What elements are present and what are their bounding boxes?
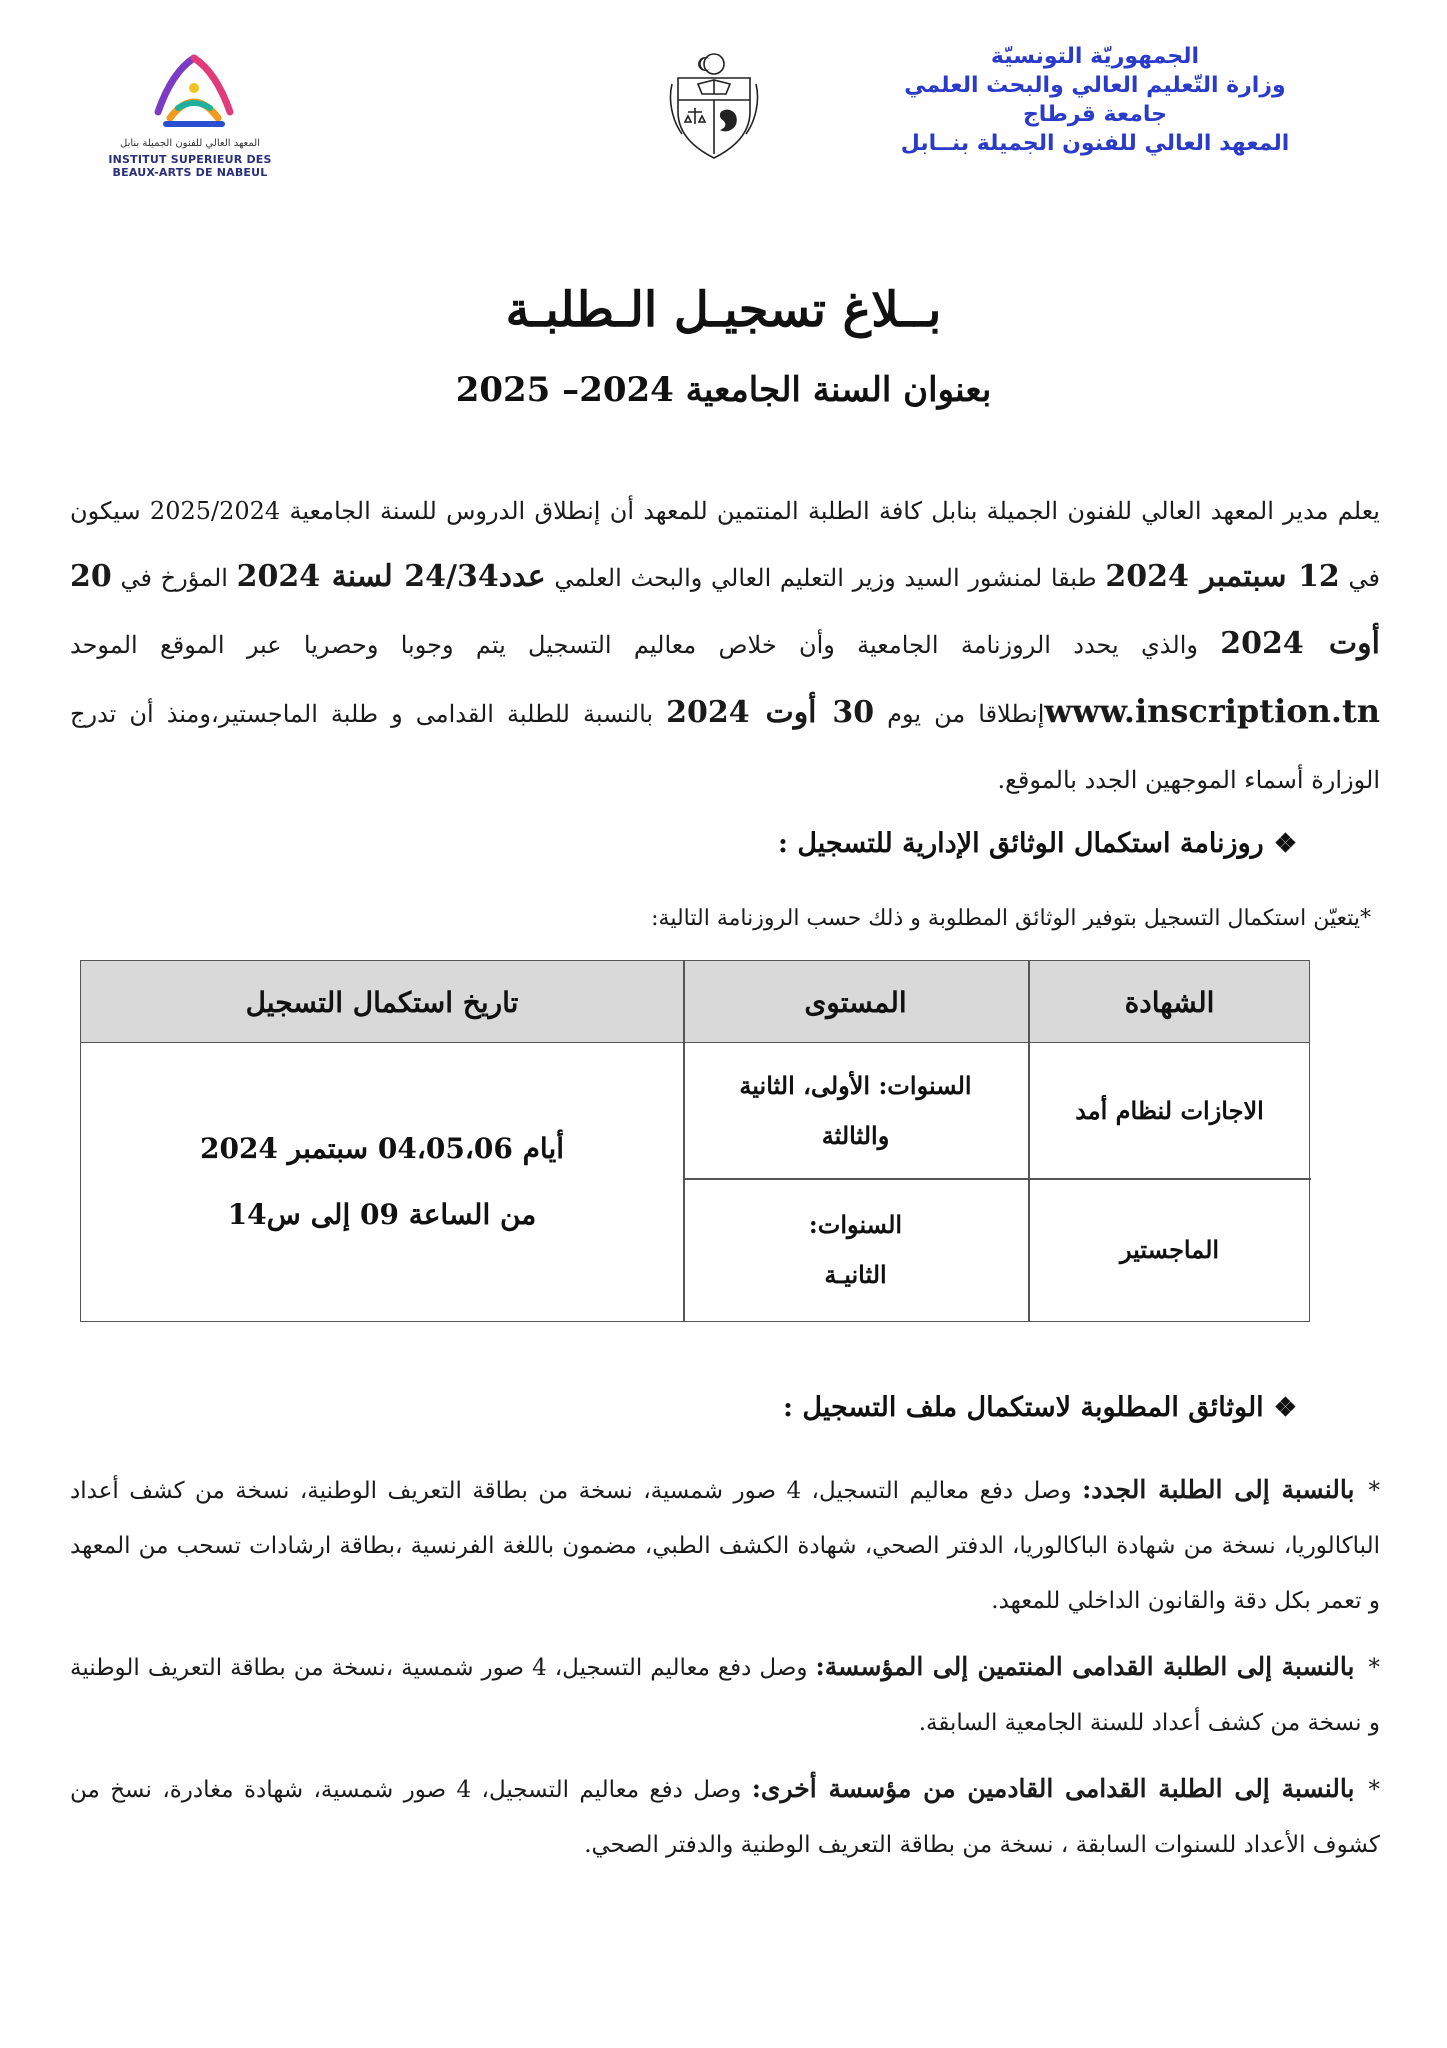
intro-line2-c: طبقا لمنشور السيد وزير التعليم العالي والبحث العلمي <box>545 564 1106 592</box>
intro-circular-month: أوت 2024 <box>1220 626 1380 661</box>
intro-start-date: 12 سبتمبر 2024 <box>1105 559 1340 594</box>
logo-french-line1: INSTITUT SUPERIEUR DES <box>108 153 272 166</box>
section-calendar-heading <box>778 828 1297 859</box>
asterisk-bullet-icon: * <box>1368 1478 1380 1504</box>
table-cell-registration-date <box>81 1043 683 1321</box>
ministry-line-republic: الجمهوريّة التونسيّة <box>990 44 1200 69</box>
table-cell-degree-master: الماجستير <box>1119 1235 1220 1264</box>
registration-date-hours: من الساعة 09 إلى س14 <box>227 1198 537 1231</box>
institute-logo <box>100 52 280 192</box>
table-header-date: تاريخ استكمال التسجيل <box>245 985 519 1019</box>
asterisk-bullet-icon: * <box>1368 1777 1380 1803</box>
docs-transfer-students-text: وصل دفع معاليم التسجيل، 4 صور شمسية، شهادة مغادرة، نسخ من كشوف الأعداد للسنوات السابقة ، نسخة من بطاقة التعريف الوطنية والدفتر الصحي. <box>70 1777 1380 1858</box>
section-documents-heading <box>783 1392 1297 1423</box>
intro-line5: أسماء الموجهين الجدد بالموقع. <box>997 766 1304 794</box>
logo-french-line2: BEAUX-ARTS DE NABEUL <box>112 166 268 179</box>
inscription-url-link[interactable]: www.inscription.tn <box>1044 692 1381 730</box>
intro-circular-number: عدد24/34 لسنة 2024 <box>236 559 546 594</box>
diamond-bullet-icon: ❖ <box>1273 1393 1297 1423</box>
registration-date-days: أيام 04،05،06 سبتمبر 2024 <box>199 1132 565 1165</box>
logo-arabic-name: المعهد العالي للفنون الجميلة بنابل <box>120 138 260 149</box>
tunisia-emblem-icon <box>668 50 760 162</box>
notice-title: بــلاغ تسجيـل الـطلبـة <box>505 282 942 338</box>
ministry-header <box>815 42 1375 158</box>
intro-paragraph <box>70 478 1380 813</box>
ministry-line-institute: المعهد العالي للفنون الجميلة بنــابل <box>900 131 1290 156</box>
intro-payment-date: 30 أوت 2024 <box>666 695 875 730</box>
intro-line2-a: سيكون في <box>70 497 1380 592</box>
list-item <box>70 1761 1380 1873</box>
intro-line4-a: إنطلاقا من يوم <box>874 700 1045 728</box>
registration-calendar-table <box>80 960 1310 1322</box>
section-documents-title: الوثائق المطلوبة لاستكمال ملف التسجيل : <box>783 1392 1264 1423</box>
ministry-line-university: جامعة قرطاج <box>1022 102 1168 127</box>
level-licence-line2: والثالثة <box>821 1120 890 1150</box>
asterisk-bullet-icon: * <box>1368 1655 1380 1681</box>
diamond-bullet-icon: ❖ <box>1273 829 1297 859</box>
list-item <box>70 1462 1380 1629</box>
level-master-line1: السنوات: <box>808 1210 903 1239</box>
section-calendar-title: روزنامة استكمال الوثائق الإدارية للتسجيل : <box>777 828 1264 859</box>
intro-circular-day: 20 <box>70 559 112 594</box>
level-master-line2: الثانيـة <box>824 1260 887 1289</box>
intro-line3-b: والذي يحدد الروزنامة الجامعية وأن خلاص معاليم التسجيل يتم وجوبا وحصريا عبر الموقع الموحد <box>70 631 1221 659</box>
intro-line2-e: المؤرخ في <box>111 564 237 592</box>
notice-subtitle: بعنوان السنة الجامعية 2024– 2025 <box>455 370 992 410</box>
table-cell-level-master <box>683 1179 1028 1321</box>
docs-transfer-students-label: بالنسبة إلى الطلبة القدامى القادمين من مؤسسة أخرى: <box>751 1774 1355 1803</box>
logo-french-name <box>100 153 280 179</box>
required-documents-list <box>70 1462 1380 1883</box>
docs-new-students-text: وصل دفع معاليم التسجيل، 4 صور شمسية، نسخة من بطاقة التعريف الوطنية، نسخة من كشف أعداد الباكالوريا، نسخة من شهادة الباكالوريا، الدفتر الصحي، شهادة الكشف الطبي، مضمون باللغة الفرنسية ،بطاقة ارشادات تسحب من المعهد و تعمر بكل دقة والقانون الداخلي للمعهد. <box>70 1478 1380 1614</box>
level-licence-line1: السنوات: الأولى، الثانية <box>739 1070 972 1100</box>
intro-line1: يعلم مدير المعهد العالي للفنون الجميلة بنابل كافة الطلبة المنتمين للمعهد أن إنطلاق الدروس للسنة الجامعية 2025/2024 <box>149 497 1380 525</box>
calendar-note: *يتعيّن استكمال التسجيل بتوفير الوثائق المطلوبة و ذلك حسب الروزنامة التالية: <box>651 906 1371 931</box>
table-header-level: المستوى <box>804 985 907 1019</box>
intro-line4-c: بالنسبة للطلبة القدامى و طلبة الماجستير،ومنذ أن تدرج الوزارة <box>70 700 1380 794</box>
ministry-line-ministry: وزارة التّعليم العالي والبحث العلمي <box>904 73 1286 98</box>
list-item <box>70 1639 1380 1751</box>
docs-returning-students-label: بالنسبة إلى الطلبة القدامى المنتمين إلى المؤسسة: <box>815 1652 1355 1681</box>
docs-returning-students-text: وصل دفع معاليم التسجيل، 4 صور شمسية ،نسخة من بطاقة التعريف الوطنية و نسخة من كشف أعداد للسنة الجامعية السابقة. <box>70 1655 1380 1736</box>
table-cell-level-licence <box>683 1043 1028 1178</box>
table-header-degree: الشهادة <box>1124 985 1215 1019</box>
docs-new-students-label: بالنسبة إلى الطلبة الجدد: <box>1082 1475 1355 1504</box>
institute-logo-mark-icon <box>152 52 236 130</box>
table-cell-degree-licence: الاجازات لنظام أمد <box>1075 1095 1264 1125</box>
